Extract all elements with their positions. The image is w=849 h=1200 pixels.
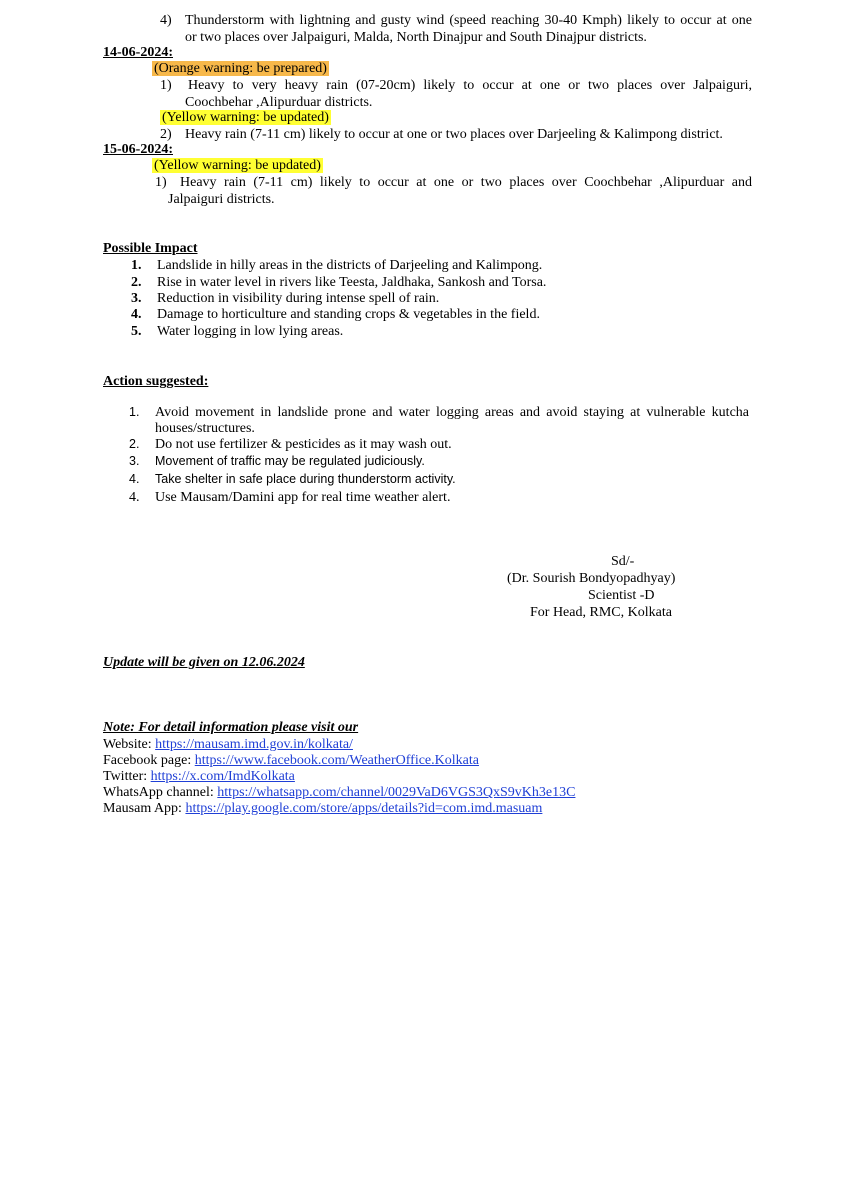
app-label: Mausam App: — [103, 801, 186, 816]
action-number: 4. — [129, 472, 140, 486]
action-number: 1. — [129, 405, 140, 419]
impact-item: Rise in water level in rivers like Teesta, Jaldhaka, Sankosh and Torsa. — [157, 275, 547, 290]
action-number: 4. — [129, 490, 140, 505]
impact-number: 4. — [131, 307, 142, 322]
heavy-rain-darjeeling-forecast: Heavy rain (7-11 cm) likely to occur at one or two places over Darjeeling & Kalimpong district. — [185, 127, 723, 142]
impact-item: Damage to horticulture and standing crops & vegetables in the field. — [157, 307, 540, 322]
signature-sd: Sd/- — [611, 554, 635, 569]
impact-item: Landslide in hilly areas in the districts of Darjeeling and Kalimpong. — [157, 258, 543, 273]
heavy-rain-forecast-line1: Heavy to very heavy rain (07-20cm) likely to occur at one or two places over Jalpaiguri, — [188, 78, 752, 93]
yellow-warning-text: (Yellow warning: be updated) — [154, 158, 321, 173]
action-number: 3. — [129, 454, 140, 468]
date-heading-14: 14-06-2024: — [103, 45, 173, 60]
signatory-office: For Head, RMC, Kolkata — [530, 605, 672, 620]
twitter-link[interactable]: https://x.com/ImdKolkata — [150, 769, 295, 784]
facebook-row — [103, 752, 479, 769]
impact-number: 3. — [131, 291, 142, 306]
list-number: 1) — [160, 78, 172, 93]
list-number: 1) — [155, 175, 167, 190]
action-item-line2: houses/structures. — [155, 421, 255, 436]
app-row — [103, 800, 542, 817]
date-heading-15: 15-06-2024: — [103, 142, 173, 157]
orange-warning-text: (Orange warning: be prepared) — [154, 61, 327, 76]
website-row — [103, 736, 353, 753]
impact-item: Reduction in visibility during intense spell of rain. — [157, 291, 440, 306]
website-link[interactable]: https://mausam.imd.gov.in/kolkata/ — [155, 737, 353, 752]
website-label: Website: — [103, 737, 156, 752]
action-item: Take shelter in safe place during thunderstorm activity. — [155, 472, 456, 486]
whatsapp-label: WhatsApp channel: — [103, 785, 218, 800]
facebook-label: Facebook page: — [103, 753, 195, 768]
whatsapp-link[interactable]: https://whatsapp.com/channel/0029VaD6VGS3QxS9vKh3e13C — [217, 785, 576, 800]
action-heading: Action suggested: — [103, 374, 209, 389]
update-note: Update will be given on 12.06.2024 — [103, 655, 305, 670]
yellow-warning-label — [152, 157, 323, 174]
heavy-rain-forecast-line2: Coochbehar ,Alipurduar districts. — [185, 95, 373, 110]
action-item: Movement of traffic may be regulated judiciously. — [155, 454, 425, 468]
mausam-app-link[interactable]: https://play.google.com/store/apps/details?id=com.imd.masuam — [185, 801, 543, 816]
thunderstorm-forecast-line2: or two places over Jalpaiguri, Malda, North Dinajpur and South Dinajpur districts. — [185, 30, 647, 45]
thunderstorm-forecast-line1: Thunderstorm with lightning and gusty wind (speed reaching 30-40 Kmph) likely to occur at one — [185, 13, 752, 28]
action-item: Do not use fertilizer & pesticides as it may wash out. — [155, 437, 452, 452]
heavy-rain-coochbehar-line1: Heavy rain (7-11 cm) likely to occur at one or two places over Coochbehar ,Alipurduar and — [180, 175, 752, 190]
signatory-title: Scientist -D — [588, 588, 655, 603]
list-number: 4) — [160, 13, 172, 28]
impact-number: 5. — [131, 324, 142, 339]
impact-heading: Possible Impact — [103, 241, 198, 256]
impact-number: 2. — [131, 275, 142, 290]
facebook-link[interactable]: https://www.facebook.com/WeatherOffice.Kolkata — [194, 753, 479, 768]
action-item: Use Mausam/Damini app for real time weather alert. — [155, 490, 451, 505]
twitter-label: Twitter: — [103, 769, 151, 784]
yellow-warning-label — [160, 109, 331, 126]
orange-warning-label — [152, 60, 329, 77]
action-item-line1: Avoid movement in landslide prone and water logging areas and avoid staying at vulnerable kutcha — [155, 405, 749, 420]
action-number: 2. — [129, 437, 140, 451]
signatory-name: (Dr. Sourish Bondyopadhyay) — [507, 571, 676, 586]
list-number: 2) — [160, 127, 172, 142]
whatsapp-row — [103, 784, 575, 801]
yellow-warning-text: (Yellow warning: be updated) — [162, 110, 329, 125]
heavy-rain-coochbehar-line2: Jalpaiguri districts. — [168, 192, 275, 207]
twitter-row — [103, 768, 295, 785]
impact-number: 1. — [131, 258, 142, 273]
links-heading: Note: For detail information please visit our — [103, 720, 359, 735]
impact-item: Water logging in low lying areas. — [157, 324, 344, 339]
